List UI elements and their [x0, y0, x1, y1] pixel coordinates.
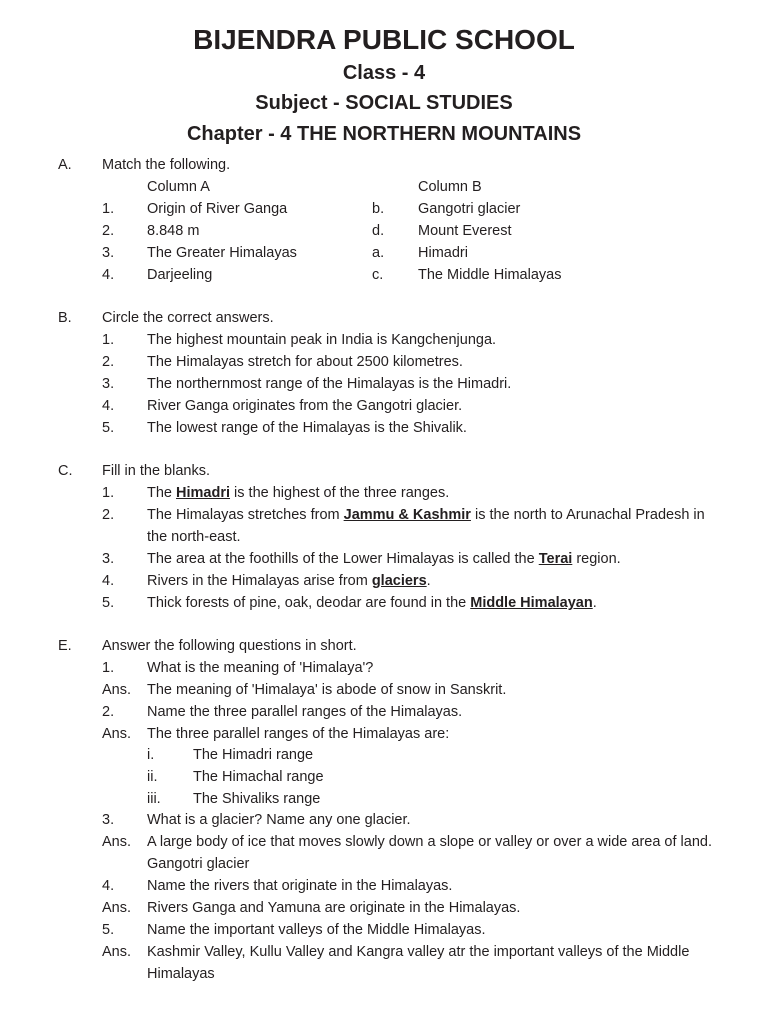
- item-text: [147, 570, 431, 592]
- chapter-title: Chapter - 4 THE NORTHERN MOUNTAINS: [186, 123, 582, 145]
- item-text-continued: the north-east.: [147, 529, 241, 545]
- question-number: 1.: [102, 660, 115, 676]
- column-b-cell: Himadri: [418, 245, 468, 261]
- question-text: What is the meaning of 'Himalaya'?: [147, 660, 374, 676]
- text-before: The area at the foothills of the Lower Himalayas is called the: [147, 551, 539, 567]
- column-a-cell: Darjeeling: [147, 267, 213, 283]
- text-after: is the highest of the three ranges.: [230, 485, 450, 501]
- answer-text: The meaning of 'Himalaya' is abode of snow in Sanskrit.: [147, 682, 507, 698]
- list-item: [0, 373, 768, 395]
- item-text: The northernmost range of the Himalayas is the Himadri.: [147, 376, 512, 392]
- question-text: Name the rivers that originate in the Himalayas.: [147, 878, 453, 894]
- column-a-cell: Origin of River Ganga: [147, 201, 288, 217]
- text-after: is the north to Arunachal Pradesh in: [470, 507, 705, 523]
- column-b-cell: Mount Everest: [418, 223, 512, 239]
- school-name: BIJENDRA PUBLIC SCHOOL: [193, 24, 575, 55]
- list-item: [0, 351, 768, 373]
- question-row: [0, 657, 768, 679]
- answer-text-continued: Gangotri glacier: [147, 856, 250, 872]
- section-marker: B.: [58, 310, 72, 326]
- list-item: [0, 329, 768, 351]
- text-before: The: [147, 485, 177, 501]
- sub-item-number: i.: [147, 747, 155, 763]
- fill-blank-item: [0, 548, 768, 570]
- answer-label: Ans.: [102, 900, 132, 916]
- item-text: [147, 548, 621, 570]
- question-number: 4.: [102, 878, 115, 894]
- column-b-cell: The Middle Himalayas: [418, 267, 562, 283]
- item-number: 5.: [102, 595, 115, 611]
- answer-row-continued: [0, 853, 768, 875]
- item-number: 5.: [102, 420, 115, 436]
- match-letter: b.: [372, 201, 385, 217]
- section-e-heading: [0, 635, 768, 657]
- sub-item-text: The Himadri range: [193, 747, 314, 763]
- text-after: .: [592, 595, 597, 611]
- question-text: What is a glacier? Name any one glacier.: [147, 812, 411, 828]
- column-a-cell: The Greater Himalayas: [147, 245, 297, 261]
- item-text: [147, 504, 705, 526]
- text-before: The Himalayas stretches from: [147, 507, 344, 523]
- section-b-heading: [0, 307, 768, 329]
- answer-text: Kashmir Valley, Kullu Valley and Kangra valley atr the important valleys of the Middle: [147, 944, 690, 960]
- sub-item-text: The Himachal range: [193, 769, 324, 785]
- answer-row: [0, 723, 768, 745]
- blank-answer: Jammu & Kashmir: [343, 507, 471, 523]
- item-text: The Himalayas stretch for about 2500 kilometres.: [147, 354, 463, 370]
- fill-blank-item: [0, 504, 768, 526]
- blank-answer: Middle Himalayan: [470, 595, 593, 611]
- answer-row: [0, 897, 768, 919]
- column-b-header: Column B: [418, 179, 482, 195]
- match-row: [0, 242, 768, 264]
- answer-text: Rivers Ganga and Yamuna are originate in the Himalayas.: [147, 900, 521, 916]
- section-marker: E.: [58, 638, 72, 654]
- section-instruction: Fill in the blanks.: [102, 463, 210, 479]
- item-text: River Ganga originates from the Gangotri glacier.: [147, 398, 463, 414]
- text-after: region.: [572, 551, 621, 567]
- item-number: 2.: [102, 507, 115, 523]
- column-a-header: Column A: [147, 179, 210, 195]
- blank-answer: Himadri: [176, 485, 231, 501]
- match-letter: d.: [372, 223, 385, 239]
- answer-text: The three parallel ranges of the Himalayas are:: [147, 726, 450, 742]
- item-number: 1.: [102, 201, 115, 217]
- answer-text-continued: Himalayas: [147, 966, 215, 982]
- column-a-cell: 8.848 m: [147, 223, 200, 239]
- column-b-cell: Gangotri glacier: [418, 201, 521, 217]
- blank-answer: Terai: [538, 551, 573, 567]
- sub-list-item: [0, 766, 768, 788]
- blank-answer: glaciers: [371, 573, 427, 589]
- match-row: [0, 220, 768, 242]
- match-letter: c.: [372, 267, 384, 283]
- answer-label: Ans.: [102, 682, 132, 698]
- match-row: [0, 264, 768, 286]
- text-before: Thick forests of pine, oak, deodar are found in the: [147, 595, 471, 611]
- section-instruction: Circle the correct answers.: [102, 310, 274, 326]
- list-item: [0, 417, 768, 439]
- answer-row: [0, 679, 768, 701]
- section-a-heading: [0, 154, 768, 176]
- question-number: 3.: [102, 812, 115, 828]
- item-number: 1.: [102, 332, 115, 348]
- section-marker: C.: [58, 463, 73, 479]
- section-marker: A.: [58, 157, 72, 173]
- answer-row-continued: [0, 963, 768, 985]
- answer-label: Ans.: [102, 944, 132, 960]
- question-text: Name the three parallel ranges of the Himalayas.: [147, 704, 463, 720]
- match-column-headers: [0, 176, 768, 198]
- question-row: [0, 809, 768, 831]
- class-line: Class - 4: [342, 62, 426, 84]
- item-number: 2.: [102, 354, 115, 370]
- item-number: 2.: [102, 223, 115, 239]
- fill-blank-item: [0, 570, 768, 592]
- item-number: 1.: [102, 485, 115, 501]
- item-number: 4.: [102, 398, 115, 414]
- item-text: [147, 482, 449, 504]
- sub-item-text: The Shivaliks range: [193, 791, 321, 807]
- section-instruction: Answer the following questions in short.: [102, 638, 357, 654]
- item-number: 3.: [102, 376, 115, 392]
- question-text: Name the important valleys of the Middle Himalayas.: [147, 922, 486, 938]
- question-row: [0, 701, 768, 723]
- fill-blank-item: [0, 482, 768, 504]
- sub-list-item: [0, 744, 768, 766]
- match-letter: a.: [372, 245, 385, 261]
- question-row: [0, 875, 768, 897]
- item-number: 4.: [102, 573, 115, 589]
- item-text: The lowest range of the Himalayas is the Shivalik.: [147, 420, 467, 436]
- item-number: 3.: [102, 245, 115, 261]
- answer-row: [0, 941, 768, 963]
- section-instruction: Match the following.: [102, 157, 231, 173]
- sub-item-number: iii.: [147, 791, 161, 807]
- answer-label: Ans.: [102, 834, 132, 850]
- question-row: [0, 919, 768, 941]
- sub-list-item: [0, 788, 768, 810]
- answer-text: A large body of ice that moves slowly down a slope or valley or over a wide area of land.: [147, 834, 712, 850]
- subject-line: Subject - SOCIAL STUDIES: [255, 92, 513, 114]
- text-before: Rivers in the Himalayas arise from: [147, 573, 372, 589]
- answer-label: Ans.: [102, 726, 132, 742]
- item-text: The highest mountain peak in India is Kangchenjunga.: [147, 332, 497, 348]
- item-text: [147, 592, 597, 614]
- text-after: .: [426, 573, 431, 589]
- fill-blank-item: [0, 592, 768, 614]
- match-row: [0, 198, 768, 220]
- item-number: 3.: [102, 551, 115, 567]
- answer-row: [0, 831, 768, 853]
- section-c-heading: [0, 460, 768, 482]
- question-number: 5.: [102, 922, 115, 938]
- list-item: [0, 395, 768, 417]
- fill-blank-item-continued: [0, 526, 768, 548]
- sub-item-number: ii.: [147, 769, 158, 785]
- item-number: 4.: [102, 267, 115, 283]
- question-number: 2.: [102, 704, 115, 720]
